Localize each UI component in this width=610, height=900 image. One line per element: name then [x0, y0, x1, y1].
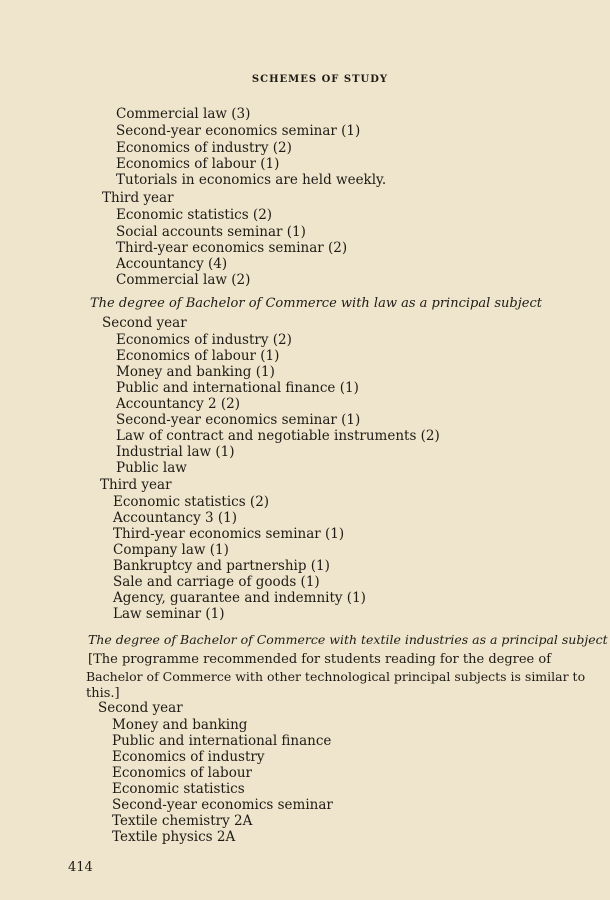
list-item: Textile chemistry 2A: [112, 813, 253, 829]
list-item: Economics of industry (2): [116, 140, 292, 156]
list-item: Commercial law (2): [116, 272, 251, 288]
list-item: Money and banking (1): [116, 364, 275, 380]
list-item: Economics of industry: [112, 749, 265, 765]
section-heading-textile: The degree of Bachelor of Commerce with textile industries as a principal subject: [88, 632, 608, 647]
note-line: this.]: [86, 686, 120, 701]
year-label: Second year: [102, 315, 187, 331]
list-item: Social accounts seminar (1): [116, 224, 306, 240]
list-item: Bankruptcy and partnership (1): [113, 558, 330, 574]
page-number: 414: [68, 860, 93, 875]
section-heading-law: The degree of Bachelor of Commerce with law as a principal subject: [90, 296, 542, 311]
list-item: Accountancy 2 (2): [116, 396, 241, 412]
list-item: Third-year economics seminar (2): [116, 240, 348, 256]
list-item: Public and international finance (1): [116, 380, 359, 396]
list-item: Economic statistics: [112, 781, 245, 797]
list-item: Second-year economics seminar: [112, 797, 333, 813]
note-line: Bachelor of Commerce with other technological principal subjects is similar to: [86, 669, 586, 684]
list-item: Textile physics 2A: [112, 829, 236, 845]
show-through-decoration: [400, 100, 580, 700]
list-item: Commercial law (3): [116, 106, 251, 122]
list-item: Sale and carriage of goods (1): [113, 574, 320, 590]
list-item: Public and international finance: [112, 733, 332, 749]
list-item: Accountancy (4): [116, 256, 228, 272]
list-item: Agency, guarantee and indemnity (1): [113, 590, 366, 606]
running-head: SCHEMES OF STUDY: [251, 74, 389, 85]
list-item: Public law: [116, 460, 187, 476]
list-item: Economic statistics (2): [116, 207, 273, 223]
list-item: Economics of labour (1): [116, 156, 280, 172]
list-item: Law of contract and negotiable instruments (2): [116, 428, 440, 444]
list-item: Economics of labour: [112, 765, 252, 781]
list-item: Accountancy 3 (1): [113, 510, 238, 526]
list-item: Money and banking: [112, 717, 248, 733]
list-item: Third-year economics seminar (1): [113, 526, 345, 542]
list-item: Company law (1): [113, 542, 229, 558]
list-item: Law seminar (1): [113, 606, 225, 622]
list-item: Tutorials in economics are held weekly.: [116, 172, 387, 188]
list-item: Second-year economics seminar (1): [116, 123, 361, 139]
year-label: Second year: [98, 700, 183, 716]
list-item: Second-year economics seminar (1): [116, 412, 361, 428]
year-label: Third year: [100, 477, 172, 493]
year-label: Third year: [102, 190, 174, 206]
note-line: [The programme recommended for students reading for the degree of: [88, 652, 552, 667]
list-item: Industrial law (1): [116, 444, 235, 460]
list-item: Economic statistics (2): [113, 494, 270, 510]
list-item: Economics of industry (2): [116, 332, 292, 348]
list-item: Economics of labour (1): [116, 348, 280, 364]
